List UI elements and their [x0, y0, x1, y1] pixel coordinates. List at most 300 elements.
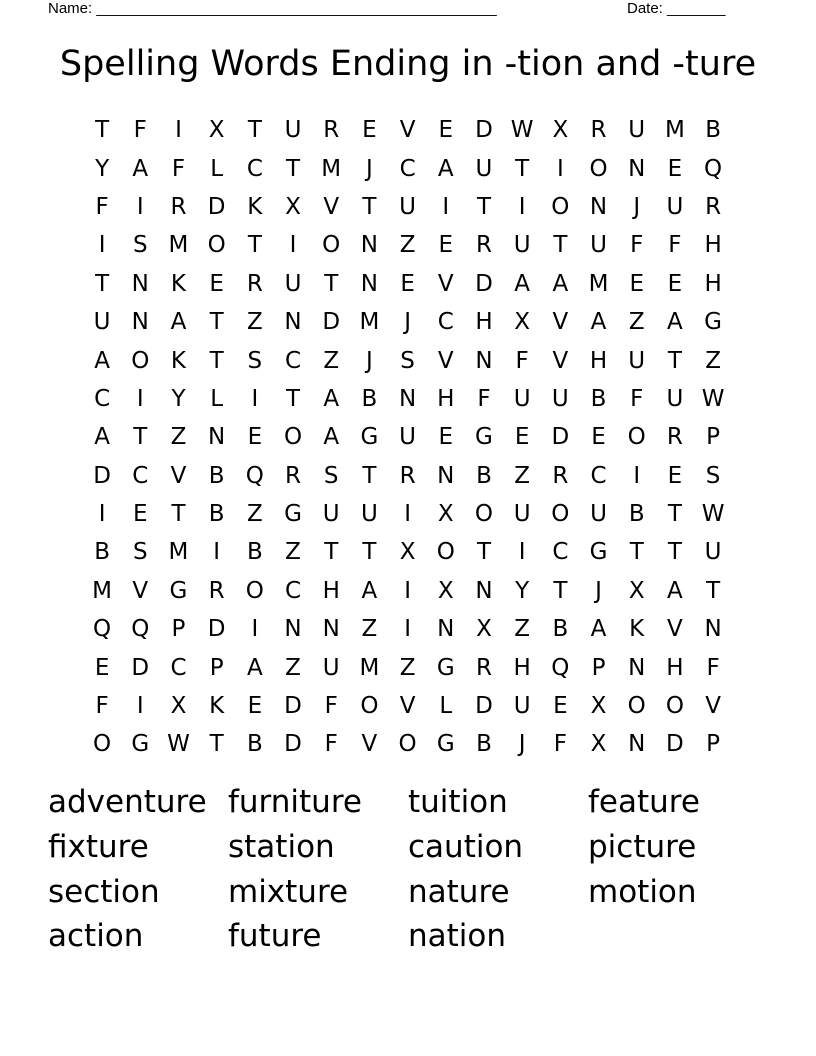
word-list-row — [48, 869, 788, 914]
grid-row — [83, 648, 733, 686]
grid-cell: Z — [514, 462, 531, 489]
grid-cell: Z — [285, 539, 301, 566]
grid-row — [83, 418, 733, 456]
grid-cell: O — [207, 232, 226, 259]
grid-cell: B — [705, 117, 721, 144]
grid-cell: E — [438, 232, 454, 259]
grid-cell: O — [474, 501, 494, 528]
grid-cell: O — [551, 501, 570, 528]
grid-cell: N — [628, 155, 646, 182]
grid-cell: U — [284, 270, 302, 297]
grid-cell: N — [284, 616, 302, 643]
grid-cell: A — [590, 309, 607, 336]
grid-cell: Z — [361, 616, 378, 643]
grid-cell: C — [132, 462, 149, 489]
grid-cell: E — [133, 501, 148, 528]
grid-cell: W — [701, 385, 725, 412]
grid-cell: U — [590, 501, 607, 528]
grid-cell: B — [476, 462, 492, 489]
grid-cell: R — [590, 117, 607, 144]
grid-cell: E — [94, 654, 110, 681]
grid-cell: I — [442, 193, 450, 220]
grid-cell: I — [251, 385, 259, 412]
grid-cell: E — [400, 270, 415, 297]
grid-row — [83, 341, 733, 379]
grid-cell: U — [513, 385, 531, 412]
grid-cell: Z — [170, 424, 187, 451]
grid-cell: E — [667, 270, 683, 297]
grid-cell: T — [209, 309, 224, 336]
grid-cell: K — [209, 693, 225, 720]
grid-cell: G — [169, 577, 188, 604]
grid-cell: V — [361, 731, 378, 758]
grid-cell: U — [628, 347, 646, 374]
word-search-grid — [83, 111, 733, 764]
grid-cell: C — [285, 347, 302, 374]
grid-cell: D — [475, 270, 493, 297]
grid-cell: K — [629, 616, 645, 643]
grid-cell: C — [170, 654, 187, 681]
grid-cell: G — [704, 309, 722, 336]
grid-row — [83, 149, 733, 187]
grid-cell: T — [629, 539, 644, 566]
grid-row — [83, 226, 733, 264]
grid-cell: R — [475, 654, 492, 681]
grid-cell: R — [323, 117, 340, 144]
grid-cell: I — [556, 155, 564, 182]
grid-cell: J — [518, 731, 526, 758]
grid-cell: I — [251, 616, 259, 643]
grid-cell: I — [404, 501, 411, 528]
date-label: Date: _______ — [627, 0, 726, 17]
grid-cell: N — [704, 616, 722, 643]
grid-cell: N — [208, 424, 226, 451]
word-list-row — [48, 914, 788, 959]
grid-cell: U — [590, 232, 607, 259]
grid-cell: T — [324, 539, 339, 566]
grid-cell: B — [208, 501, 225, 528]
grid-cell: B — [476, 731, 492, 758]
grid-cell: O — [131, 347, 150, 374]
grid-cell: R — [552, 462, 569, 489]
grid-row — [83, 572, 733, 610]
grid-cell: U — [666, 193, 684, 220]
grid-cell: C — [246, 155, 263, 182]
grid-cell: V — [132, 577, 149, 604]
grid-cell: A — [323, 424, 340, 451]
grid-row — [83, 725, 733, 763]
grid-cell: Z — [628, 309, 645, 336]
grid-cell: G — [284, 501, 302, 528]
grid-cell: O — [589, 155, 608, 182]
grid-cell: X — [170, 693, 187, 720]
grid-cell: Z — [514, 616, 531, 643]
grid-cell: A — [170, 309, 187, 336]
grid-cell: N — [475, 577, 493, 604]
grid-cell: F — [324, 731, 338, 758]
grid-cell: O — [283, 424, 303, 451]
grid-cell: V — [399, 693, 416, 720]
grid-cell: G — [131, 731, 150, 758]
grid-cell: L — [210, 385, 224, 412]
grid-cell: B — [590, 385, 607, 412]
grid-cell: J — [366, 347, 373, 374]
grid-cell: I — [136, 193, 144, 220]
grid-cell: E — [362, 117, 377, 144]
grid-cell: N — [437, 616, 455, 643]
grid-cell: M — [588, 270, 609, 297]
grid-cell: O — [627, 424, 646, 451]
grid-cell: X — [514, 309, 531, 336]
word-list-item: nature — [408, 873, 510, 910]
grid-cell: A — [132, 155, 149, 182]
grid-cell: N — [284, 309, 302, 336]
grid-cell: U — [399, 424, 417, 451]
grid-cell: W — [167, 731, 190, 758]
grid-cell: G — [436, 731, 455, 758]
grid-cell: J — [633, 193, 641, 220]
grid-row — [83, 303, 733, 341]
grid-cell: V — [437, 270, 454, 297]
grid-cell: X — [590, 693, 607, 720]
grid-cell: V — [667, 616, 683, 643]
grid-cell: F — [133, 117, 147, 144]
grid-cell: Z — [399, 232, 416, 259]
grid-cell: A — [590, 616, 607, 643]
grid-cell: T — [553, 232, 568, 259]
word-list-item: adventure — [48, 784, 207, 821]
grid-cell: E — [209, 270, 224, 297]
grid-cell: H — [475, 309, 493, 336]
grid-cell: X — [437, 501, 454, 528]
grid-cell: O — [245, 577, 264, 604]
grid-cell: E — [514, 424, 530, 451]
grid-cell: T — [667, 539, 682, 566]
grid-cell: A — [94, 424, 110, 451]
grid-cell: J — [404, 309, 411, 336]
grid-row — [83, 380, 733, 418]
grid-cell: Q — [131, 616, 150, 643]
grid-cell: B — [628, 501, 645, 528]
grid-cell: E — [247, 424, 263, 451]
grid-cell: E — [629, 270, 644, 297]
grid-cell: H — [322, 577, 340, 604]
grid-cell: N — [360, 270, 379, 297]
grid-cell: X — [590, 731, 607, 758]
grid-cell: K — [247, 193, 263, 220]
grid-cell: V — [552, 309, 569, 336]
grid-row — [83, 610, 733, 648]
grid-cell: M — [359, 654, 380, 681]
grid-cell: O — [360, 693, 379, 720]
grid-cell: T — [209, 731, 224, 758]
grid-cell: T — [95, 270, 110, 297]
grid-cell: D — [207, 193, 226, 220]
grid-cell: I — [98, 501, 106, 528]
grid-cell: Q — [704, 155, 723, 182]
grid-cell: U — [704, 539, 722, 566]
grid-cell: R — [208, 577, 225, 604]
grid-cell: X — [285, 193, 301, 220]
grid-cell: P — [706, 731, 721, 758]
grid-cell: F — [515, 347, 529, 374]
grid-cell: K — [170, 270, 187, 297]
grid-cell: N — [475, 347, 493, 374]
word-list-row — [48, 780, 788, 825]
grid-cell: A — [323, 385, 340, 412]
grid-cell: R — [285, 462, 302, 489]
grid-cell: G — [589, 539, 608, 566]
grid-cell: A — [667, 577, 683, 604]
grid-cell: U — [513, 693, 531, 720]
grid-cell: F — [553, 731, 567, 758]
grid-cell: D — [284, 731, 302, 758]
grid-row — [83, 111, 733, 149]
grid-row — [83, 495, 733, 533]
grid-cell: Q — [245, 462, 264, 489]
grid-cell: A — [552, 270, 569, 297]
grid-cell: B — [246, 539, 263, 566]
grid-cell: I — [518, 193, 526, 220]
grid-cell: V — [323, 193, 340, 220]
grid-cell: R — [170, 193, 187, 220]
grid-cell: X — [437, 577, 454, 604]
grid-cell: H — [513, 654, 531, 681]
grid-cell: T — [286, 155, 301, 182]
grid-cell: I — [518, 539, 526, 566]
grid-cell: B — [208, 462, 225, 489]
grid-cell: D — [207, 616, 226, 643]
grid-row — [83, 457, 733, 495]
grid-cell: T — [133, 424, 148, 451]
grid-cell: M — [168, 232, 189, 259]
grid-cell: E — [438, 117, 454, 144]
grid-cell: N — [398, 385, 417, 412]
word-list-item: furniture — [228, 784, 362, 821]
grid-cell: W — [701, 501, 725, 528]
grid-cell: U — [93, 309, 111, 336]
grid-cell: N — [360, 232, 379, 259]
grid-cell: E — [247, 693, 263, 720]
word-list-item: nation — [408, 918, 507, 955]
grid-cell: O — [665, 693, 684, 720]
grid-cell: B — [552, 616, 569, 643]
grid-cell: V — [170, 462, 187, 489]
grid-cell: T — [476, 193, 491, 220]
grid-cell: H — [704, 232, 722, 259]
word-list-item: motion — [588, 873, 697, 910]
grid-cell: A — [514, 270, 531, 297]
grid-cell: H — [704, 270, 722, 297]
grid-cell: O — [322, 232, 341, 259]
grid-cell: U — [666, 385, 684, 412]
grid-cell: Z — [246, 309, 263, 336]
grid-cell: I — [404, 616, 411, 643]
grid-cell: F — [630, 385, 644, 412]
grid-cell: T — [247, 232, 262, 259]
grid-row — [83, 687, 733, 725]
grid-cell: H — [666, 654, 684, 681]
word-list-item: action — [48, 918, 144, 955]
grid-cell: T — [667, 347, 682, 374]
grid-cell: D — [475, 117, 493, 144]
grid-cell: L — [210, 155, 224, 182]
grid-cell: N — [437, 462, 455, 489]
grid-cell: F — [95, 693, 109, 720]
grid-cell: E — [667, 462, 683, 489]
grid-cell: H — [437, 385, 455, 412]
grid-cell: I — [175, 117, 182, 144]
grid-cell: E — [667, 155, 683, 182]
grid-cell: V — [552, 347, 569, 374]
grid-cell: D — [93, 462, 111, 489]
grid-cell: Q — [551, 654, 570, 681]
grid-row — [83, 265, 733, 303]
grid-cell: P — [706, 424, 721, 451]
grid-row — [83, 533, 733, 571]
grid-cell: T — [209, 347, 224, 374]
grid-cell: T — [286, 385, 301, 412]
grid-cell: N — [322, 616, 340, 643]
word-list-item: picture — [588, 829, 697, 866]
grid-cell: C — [437, 309, 454, 336]
grid-cell: S — [132, 232, 148, 259]
grid-cell: U — [322, 654, 340, 681]
word-list-item: mixture — [228, 873, 349, 910]
grid-cell: H — [589, 347, 608, 374]
grid-cell: F — [171, 155, 186, 182]
header — [0, 0, 816, 20]
grid-cell: X — [552, 117, 569, 144]
grid-cell: C — [399, 155, 416, 182]
word-list-item: station — [228, 829, 335, 866]
grid-cell: T — [362, 539, 377, 566]
grid-cell: O — [627, 693, 646, 720]
grid-cell: T — [171, 501, 186, 528]
grid-cell: D — [666, 731, 684, 758]
grid-cell: B — [361, 385, 378, 412]
grid-cell: D — [475, 693, 493, 720]
grid-cell: C — [590, 462, 607, 489]
grid-cell: T — [95, 117, 110, 144]
grid-cell: T — [476, 539, 491, 566]
grid-cell: T — [362, 193, 377, 220]
grid-cell: N — [628, 654, 646, 681]
word-list — [48, 780, 788, 959]
grid-cell: U — [513, 232, 531, 259]
grid-cell: I — [213, 539, 221, 566]
grid-cell: M — [321, 155, 342, 182]
grid-cell: O — [551, 193, 570, 220]
word-list-item: caution — [408, 829, 524, 866]
grid-cell: X — [628, 577, 645, 604]
grid-cell: P — [171, 616, 186, 643]
grid-cell: W — [510, 117, 534, 144]
grid-cell: N — [131, 270, 149, 297]
grid-cell: U — [628, 117, 646, 144]
grid-cell: S — [705, 462, 721, 489]
grid-cell: I — [289, 232, 297, 259]
grid-cell: I — [98, 232, 106, 259]
grid-cell: R — [399, 462, 416, 489]
grid-cell: F — [324, 693, 338, 720]
name-label: Name: ________________________________________________ — [48, 0, 497, 17]
grid-cell: N — [131, 309, 149, 336]
grid-cell: R — [475, 232, 492, 259]
grid-cell: M — [92, 577, 113, 604]
grid-cell: K — [170, 347, 187, 374]
grid-cell: J — [595, 577, 602, 604]
grid-cell: T — [362, 462, 377, 489]
grid-cell: F — [630, 232, 644, 259]
grid-cell: O — [398, 731, 417, 758]
grid-cell: E — [553, 693, 568, 720]
grid-cell: P — [591, 654, 606, 681]
grid-cell: U — [360, 501, 378, 528]
grid-cell: T — [706, 577, 721, 604]
grid-cell: I — [136, 693, 144, 720]
word-list-item: tuition — [408, 784, 508, 821]
grid-cell: C — [285, 577, 302, 604]
word-list-item: section — [48, 873, 160, 910]
grid-cell: F — [477, 385, 491, 412]
grid-cell: T — [515, 155, 530, 182]
grid-cell: T — [247, 117, 262, 144]
grid-cell: I — [633, 462, 641, 489]
grid-cell: Z — [246, 501, 263, 528]
grid-cell: A — [361, 577, 378, 604]
grid-cell: S — [323, 462, 339, 489]
grid-cell: P — [209, 654, 224, 681]
grid-cell: E — [438, 424, 454, 451]
grid-cell: V — [437, 347, 454, 374]
grid-cell: A — [667, 309, 683, 336]
grid-cell: J — [366, 155, 373, 182]
grid-cell: A — [94, 347, 110, 374]
grid-cell: M — [664, 117, 685, 144]
grid-cell: U — [322, 501, 340, 528]
grid-cell: T — [324, 270, 339, 297]
grid-cell: M — [168, 539, 189, 566]
grid-cell: D — [284, 693, 302, 720]
grid-cell: I — [136, 385, 144, 412]
word-list-item: fixture — [48, 829, 149, 866]
grid-cell: D — [551, 424, 570, 451]
page-title: Spelling Words Ending in -tion and -ture — [59, 44, 757, 84]
grid-cell: T — [667, 501, 682, 528]
grid-cell: A — [246, 654, 263, 681]
grid-cell: V — [705, 693, 721, 720]
grid-cell: U — [284, 117, 302, 144]
grid-cell: U — [399, 193, 417, 220]
grid-cell: S — [132, 539, 148, 566]
grid-cell: Z — [705, 347, 721, 374]
grid-cell: Y — [95, 155, 110, 182]
grid-cell: Q — [93, 616, 112, 643]
grid-cell: N — [628, 731, 646, 758]
grid-cell: B — [94, 539, 110, 566]
word-list-row — [48, 825, 788, 870]
grid-cell: X — [476, 616, 492, 643]
grid-cell: R — [666, 424, 683, 451]
grid-cell: Z — [323, 347, 340, 374]
word-list-item: feature — [588, 784, 700, 821]
grid-cell: D — [322, 309, 341, 336]
grid-cell: A — [437, 155, 454, 182]
grid-cell: X — [399, 539, 416, 566]
grid-cell: G — [475, 424, 493, 451]
grid-cell: Y — [515, 577, 530, 604]
